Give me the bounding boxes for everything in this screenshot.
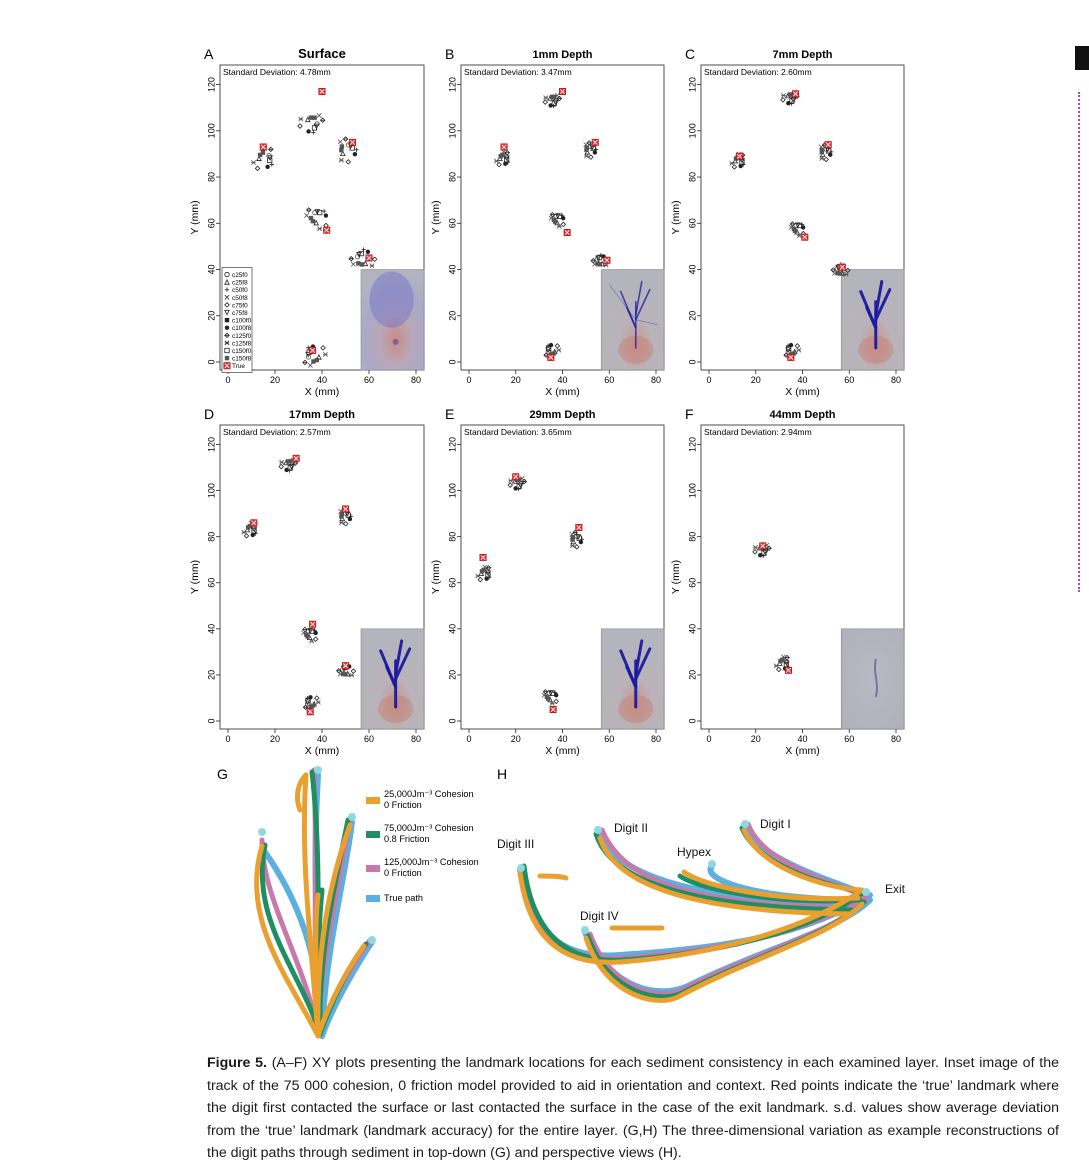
marker-point: [225, 318, 229, 322]
marker-point: [340, 512, 344, 516]
y-tick-label: 80: [447, 531, 458, 542]
legend-line2: 0.8 Friction: [384, 834, 430, 844]
y-tick-label: 0: [687, 359, 698, 365]
panel-g-letter: G: [217, 766, 228, 782]
marker-point: [482, 568, 486, 572]
y-axis-label: Y (mm): [670, 559, 682, 595]
legend-line1: 125,000Jm⁻³ Cohesion: [384, 857, 479, 867]
legend-entry-label: c150f8: [232, 355, 252, 363]
x-tick-label: 0: [466, 375, 472, 385]
standard-deviation-label: Standard Deviation: 2.60mm: [704, 67, 812, 77]
label-digit-iii: Digit III: [497, 837, 535, 851]
y-tick-label: 80: [206, 172, 217, 183]
label-exit: Exit: [885, 882, 906, 896]
x-axis-label: X (mm): [304, 745, 340, 757]
panel-h-letter: H: [497, 766, 508, 782]
marker-point: [552, 218, 556, 222]
y-tick-label: 20: [687, 310, 698, 321]
x-tick-label: 80: [890, 375, 902, 385]
marker-point: [324, 213, 328, 217]
panel-letter: E: [445, 406, 455, 422]
marker-point: [545, 695, 549, 699]
x-tick-label: 0: [466, 734, 472, 744]
label-digit-ii: Digit II: [614, 821, 649, 835]
page-edge-dotted-rule: [1078, 92, 1080, 592]
y-tick-label: 20: [206, 310, 217, 321]
x-tick-label: 40: [797, 734, 808, 744]
x-tick-label: 20: [750, 375, 761, 385]
x-tick-label: 20: [750, 734, 761, 744]
x-tick-label: 60: [844, 734, 855, 744]
panel-d: [189, 406, 424, 757]
panel-g-paths: [257, 766, 376, 1036]
y-tick-label: 60: [206, 218, 217, 229]
standard-deviation-label: Standard Deviation: 3.47mm: [464, 67, 572, 77]
y-tick-label: 40: [206, 264, 217, 275]
panel-letter: B: [445, 46, 455, 62]
x-tick-label: 80: [650, 734, 662, 744]
panel-title: 17mm Depth: [288, 409, 356, 421]
y-tick-label: 120: [447, 437, 458, 453]
marker-point: [585, 145, 589, 149]
legend-entry-label: c75f8: [232, 310, 248, 318]
inset-track-dot: [393, 339, 399, 345]
y-tick-label: 100: [206, 483, 217, 499]
y-axis-label: Y (mm): [430, 200, 442, 235]
x-tick-label: 80: [890, 734, 902, 744]
legend-entry-label: True: [232, 363, 245, 371]
legend-entry-label: c75f0: [232, 302, 248, 310]
marker-point: [309, 704, 313, 708]
x-tick-label: 20: [269, 734, 281, 744]
label-digit-i: Digit I: [760, 817, 791, 831]
page-edge-tab: [1075, 46, 1089, 70]
x-tick-label: 0: [706, 734, 712, 744]
x-tick-label: 60: [604, 375, 615, 385]
y-tick-label: 80: [687, 172, 698, 183]
y-tick-label: 60: [687, 577, 698, 588]
panel-a: [189, 46, 424, 398]
x-tick-label: 60: [363, 375, 375, 385]
panel-letter: D: [204, 406, 215, 422]
legend-entry-label: c125f8: [232, 340, 252, 348]
caption-text: (A–F) XY plots presenting the landmark locations for each sediment consistency in each examined layer. Inset image of the track of the 75 000 cohesion, 0 friction model provided to aid in orientation and context. Red points indicate the ‘true’ landmark where the digit first contacted the surface or last contacted the surface in the case of the exit landmark. s.d. values show average deviation from the ‘true’ landmark (landmark accuracy) for the entire layer. (G,H) The three-dimensional variation as example reconstructions of the digit paths through sediment in top-down (G) and perspective views (H).: [207, 1055, 1059, 1161]
legend-line1: True path: [384, 893, 423, 903]
marker-point: [340, 144, 344, 148]
y-tick-label: 20: [687, 669, 698, 680]
x-tick-label: 80: [410, 734, 422, 744]
marker-point: [265, 165, 269, 169]
legend-entry-label: c50f8: [232, 294, 248, 302]
marker-point: [366, 250, 370, 254]
y-tick-label: 120: [687, 77, 698, 93]
panel-letter: C: [685, 46, 696, 62]
panel-title: Surface: [298, 46, 346, 61]
legend-entry-label: c150f0: [232, 348, 252, 356]
standard-deviation-label: Standard Deviation: 3.65mm: [464, 427, 572, 437]
markers-legend: [222, 268, 252, 373]
y-tick-label: 120: [687, 437, 698, 453]
y-tick-label: 40: [687, 623, 698, 634]
y-tick-label: 60: [447, 218, 458, 229]
panel-g-legend: [366, 789, 479, 903]
x-tick-label: 80: [410, 375, 422, 385]
x-axis-label: X (mm): [545, 745, 580, 757]
y-tick-label: 0: [447, 359, 458, 365]
y-tick-label: 0: [447, 718, 458, 724]
y-tick-label: 120: [206, 77, 217, 93]
legend-entry-label: c100f8: [232, 325, 252, 333]
y-tick-label: 60: [206, 577, 217, 588]
y-tick-label: 100: [447, 483, 458, 499]
inset-background: [841, 629, 904, 729]
marker-point: [356, 261, 360, 265]
marker-point: [341, 671, 345, 675]
panel-b: [430, 46, 664, 398]
marker-point: [311, 359, 315, 363]
legend-line2: 0 Friction: [384, 800, 422, 810]
y-tick-label: 60: [447, 577, 458, 588]
marker-point: [571, 535, 575, 539]
legend-swatch: [366, 831, 380, 838]
legend-entry-label: c100f0: [232, 317, 252, 325]
y-tick-label: 120: [206, 437, 217, 453]
panel-f: [670, 406, 904, 757]
y-tick-label: 40: [687, 264, 698, 275]
y-tick-label: 120: [447, 77, 458, 93]
x-tick-label: 60: [363, 734, 375, 744]
marker-point: [353, 152, 357, 156]
panel-e: [430, 406, 664, 757]
y-tick-label: 20: [447, 310, 458, 321]
x-axis-label: X (mm): [785, 745, 820, 757]
label-digit-iv: Digit IV: [580, 909, 619, 923]
caption-label: Figure 5.: [207, 1055, 267, 1071]
x-tick-label: 40: [557, 375, 568, 385]
legend-line1: 75,000Jm⁻³ Cohesion: [384, 823, 474, 833]
y-tick-label: 100: [687, 123, 698, 139]
marker-point: [304, 632, 308, 636]
marker-point: [309, 216, 313, 220]
panel-letter: F: [685, 406, 694, 422]
panel-g: [217, 766, 479, 1036]
y-tick-label: 40: [206, 623, 217, 634]
standard-deviation-label: Standard Deviation: 2.57mm: [223, 427, 331, 437]
x-tick-label: 40: [316, 375, 328, 385]
panel-h: [497, 766, 906, 1000]
y-tick-label: 0: [206, 359, 217, 365]
x-tick-label: 40: [797, 375, 808, 385]
y-tick-label: 80: [447, 172, 458, 183]
marker-point: [312, 115, 316, 119]
standard-deviation-label: Standard Deviation: 4.78mm: [223, 67, 331, 77]
x-tick-label: 20: [510, 734, 521, 744]
marker-point: [306, 129, 310, 133]
y-tick-label: 100: [206, 123, 217, 139]
y-tick-label: 60: [687, 218, 698, 229]
x-tick-label: 0: [225, 734, 231, 744]
marker-point: [261, 150, 265, 154]
legend-line2: 0 Friction: [384, 868, 422, 878]
legend-swatch: [366, 895, 380, 902]
y-tick-label: 0: [206, 718, 217, 724]
x-axis-label: X (mm): [545, 386, 580, 398]
panel-title: 7mm Depth: [772, 49, 833, 61]
panel-title: 29mm Depth: [529, 409, 596, 421]
y-tick-label: 0: [687, 718, 698, 724]
x-tick-label: 40: [316, 734, 328, 744]
x-tick-label: 40: [557, 734, 568, 744]
legend-entry-label: c25f0: [232, 272, 248, 280]
panel-title: 1mm Depth: [532, 49, 593, 61]
legend-swatch: [366, 797, 380, 804]
y-tick-label: 40: [447, 623, 458, 634]
x-tick-label: 0: [225, 375, 231, 385]
marker-point: [780, 658, 784, 662]
x-tick-label: 20: [269, 375, 281, 385]
y-tick-label: 100: [447, 123, 458, 139]
marker-point: [225, 326, 229, 330]
label-hypex: Hypex: [677, 845, 712, 859]
y-axis-label: Y (mm): [189, 200, 201, 235]
marker-point: [552, 95, 556, 99]
legend-entry-label: c125f0: [232, 332, 252, 340]
x-tick-label: 20: [510, 375, 521, 385]
marker-point: [835, 271, 839, 275]
legend-line1: 25,000Jm⁻³ Cohesion: [384, 789, 474, 799]
panel-letter: A: [204, 46, 214, 62]
y-tick-label: 40: [447, 264, 458, 275]
marker-point: [288, 459, 292, 463]
inset-track-blur: [370, 272, 414, 328]
legend-entry-label: c25f8: [232, 279, 248, 287]
marker-point: [225, 356, 229, 360]
x-axis-label: X (mm): [304, 386, 340, 398]
x-tick-label: 60: [604, 734, 615, 744]
figure-caption: [207, 1052, 1059, 1165]
y-tick-label: 20: [447, 669, 458, 680]
x-tick-label: 60: [844, 375, 855, 385]
x-tick-label: 0: [706, 375, 712, 385]
panel-c: [670, 46, 904, 398]
y-tick-label: 20: [206, 669, 217, 680]
y-axis-label: Y (mm): [430, 559, 442, 595]
standard-deviation-label: Standard Deviation: 2.94mm: [704, 427, 812, 437]
x-axis-label: X (mm): [785, 386, 820, 398]
panel-title: 44mm Depth: [769, 409, 836, 421]
legend-entry-label: c50f0: [232, 287, 248, 295]
y-axis-label: Y (mm): [189, 559, 201, 595]
marker-point: [595, 261, 599, 265]
marker-point: [820, 148, 824, 152]
marker-point: [500, 153, 504, 157]
y-axis-label: Y (mm): [670, 200, 682, 235]
x-tick-label: 80: [650, 375, 662, 385]
y-tick-label: 100: [687, 483, 698, 499]
legend-swatch: [366, 865, 380, 872]
y-tick-label: 80: [206, 531, 217, 542]
marker-point: [792, 227, 796, 231]
y-tick-label: 80: [687, 531, 698, 542]
